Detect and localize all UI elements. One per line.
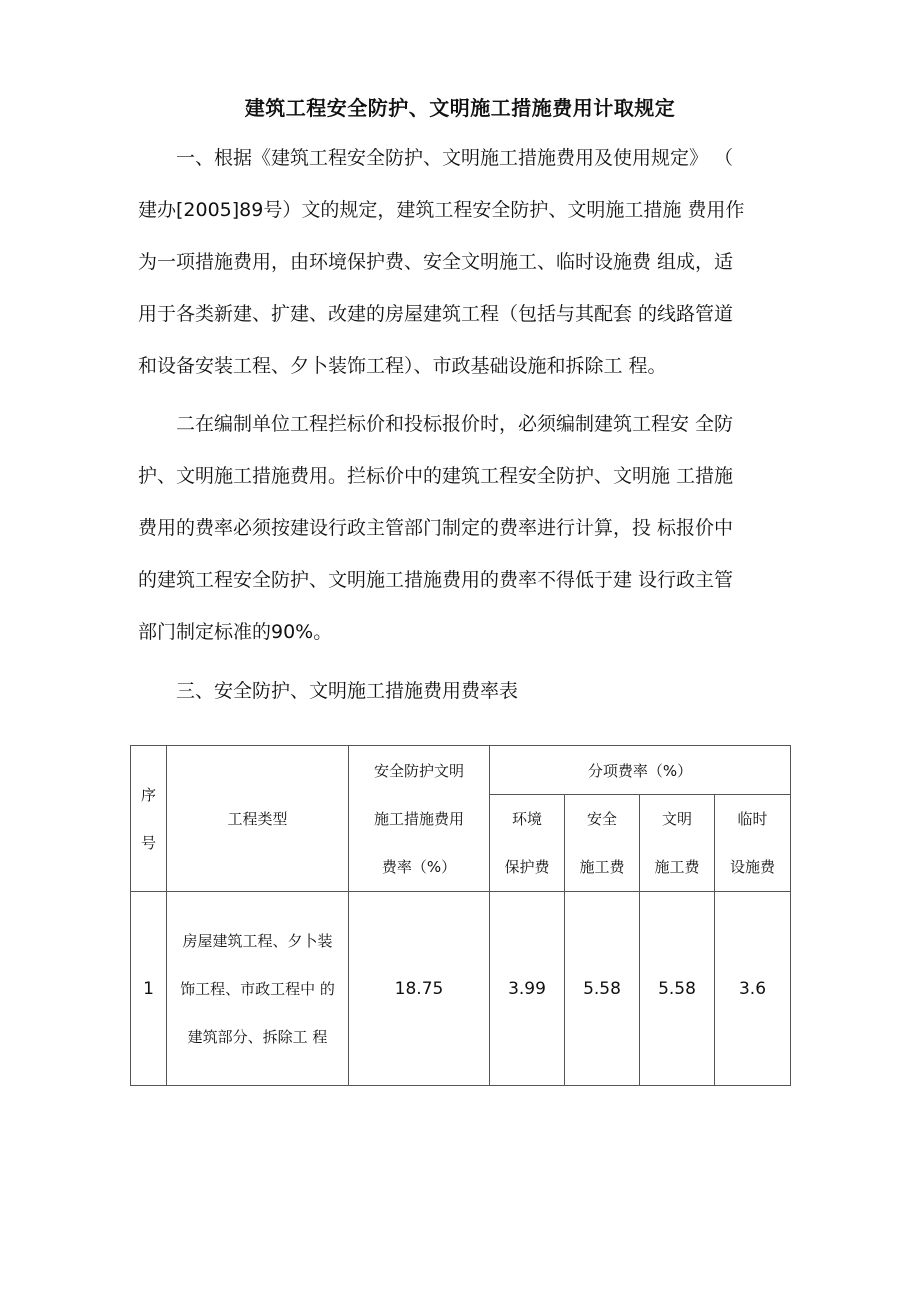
fee-rate-table [130,745,791,1086]
paragraph-1-line: 建办[2005]89号）文的规定，建筑工程安全防护、文明施工措施 费用作 [138,199,745,221]
document-title: 建筑工程安全防护、文明施工措施费用计取规定 [244,96,676,120]
paragraph-2-line: 二在编制单位工程拦标价和投标报价时，必须编制建筑工程安 全防 [176,413,734,435]
row-type-line: 饰工程、市政工程中 的 [180,979,335,998]
header-env-fee-line: 保护费 [504,858,550,876]
header-sub-rate-group: 分项费率（%） [490,746,791,795]
header-env-fee [490,795,565,892]
row-env-rate: 3.99 [490,892,565,1086]
paragraph-1 [138,132,798,392]
paragraph-1-line: 一、根据《建筑工程安全防护、文明施工措施费用及使用规定》 （ [176,147,734,169]
header-temp-fee-line: 临时 [737,810,768,828]
header-safety-fee-line: 安全 [586,810,617,828]
paragraph-1-line: 用于各类新建、扩建、改建的房屋建筑工程（包括与其配套 的线路管道 [138,303,734,325]
row-temp-rate: 3.6 [715,892,791,1086]
header-total-rate-line: 施工措施费用 [373,809,464,828]
paragraph-3 [138,665,798,717]
paragraph-2 [138,398,798,658]
table-row [131,892,791,1086]
paragraph-2-line: 部门制定标准的90%。 [138,621,333,643]
header-temp-fee [715,795,791,892]
paragraph-2-line: 的建筑工程安全防护、文明施工措施费用的费率不得低于建 设行政主管 [138,569,734,591]
table-header-row [131,746,791,795]
row-type [167,892,349,1086]
paragraph-1-line: 为一项措施费用，由环境保护费、安全文明施工、临时设施费 组成，适 [138,251,734,273]
row-seq: 1 [131,892,167,1086]
paragraph-2-line: 护、文明施工措施费用。拦标价中的建筑工程安全防护、文明施 工措施 [138,465,734,487]
header-total-rate [349,746,490,892]
paragraph-2-line: 费用的费率必须按建设行政主管部门制定的费率进行计算，投 标报价中 [138,517,734,539]
row-civil-rate: 5.58 [640,892,715,1086]
table-caption: 三、安全防护、文明施工措施费用费率表 [176,680,519,702]
header-type: 工程类型 [167,746,349,892]
header-seq-line: 号 [140,833,156,852]
paragraph-1-line: 和设备安装工程、夕卜装饰工程）、市政基础设施和拆除工 程。 [138,355,667,377]
header-env-fee-line: 环境 [511,810,542,828]
header-civil-fee-line: 文明 [661,810,692,828]
header-seq-line: 序 [140,785,156,804]
header-safety-fee-line: 施工费 [579,858,625,876]
header-civil-fee-line: 施工费 [654,858,700,876]
row-total-rate: 18.75 [349,892,490,1086]
row-safety-rate: 5.58 [565,892,640,1086]
header-total-rate-line: 安全防护文明 [373,761,464,780]
header-seq [131,746,167,892]
header-total-rate-line: 费率（%） [381,857,457,876]
header-temp-fee-line: 设施费 [730,858,776,876]
row-type-line: 房屋建筑工程、夕卜装 [182,931,333,950]
header-safety-fee [565,795,640,892]
header-civil-fee [640,795,715,892]
row-type-line: 建筑部分、拆除工 程 [187,1027,328,1046]
